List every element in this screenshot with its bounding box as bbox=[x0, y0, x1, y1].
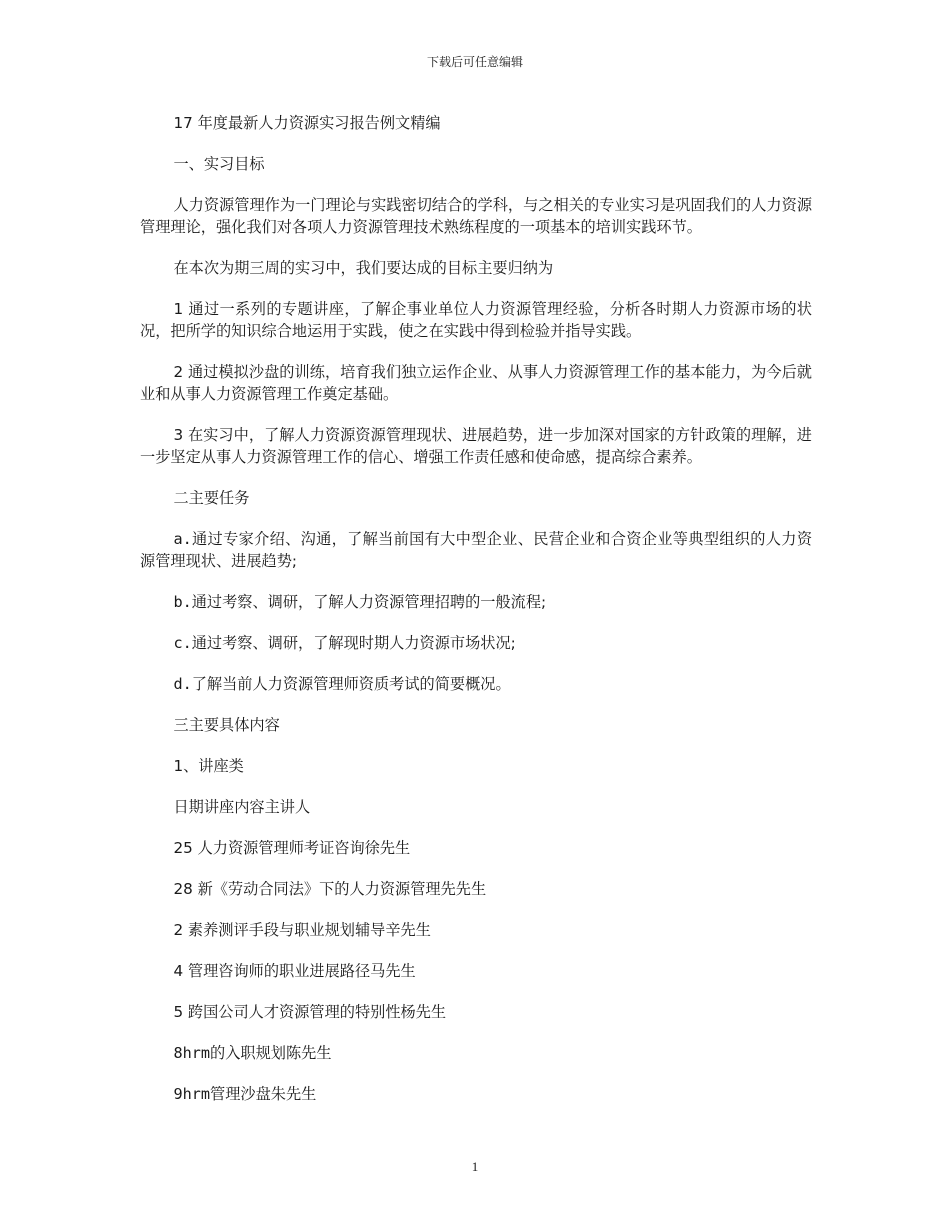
lecture-row: 25 人力资源管理师考证咨询徐先生 bbox=[173, 839, 411, 857]
goal-item: 2 通过模拟沙盘的训练，培育我们独立运作企业、从事人力资源管理工作的基本能力，为今后就业和从事人力资源管理工作奠定基础。 bbox=[140, 363, 812, 403]
subsection-heading: 1、讲座类 bbox=[173, 757, 244, 775]
lecture-date: 8hrm bbox=[173, 1044, 211, 1062]
goal-item: 3 在实习中，了解人力资源资源管理现状、进展趋势，进一步加深对国家的方针政策的理解，进一步坚定从事人力资源管理工作的信心、增强工作责任感和使命感，提高综合素养。 bbox=[140, 426, 812, 466]
paragraph: 在本次为期三周的实习中，我们要达成的目标主要归纳为 bbox=[173, 259, 554, 277]
lecture-row: 2 素养测评手段与职业规划辅导辛先生 bbox=[173, 921, 431, 939]
section-heading: 一、实习目标 bbox=[173, 155, 265, 173]
task-marker: a. bbox=[173, 530, 192, 548]
lecture-row: 9hrm管理沙盘朱先生 bbox=[173, 1085, 317, 1103]
task-marker: d. bbox=[173, 675, 192, 693]
paragraph: 人力资源管理作为一门理论与实践密切结合的学科，与之相关的专业实习是巩固我们的人力资源管理理论，强化我们对各项人力资源管理技术熟练程度的一项基本的培训实践环节。 bbox=[140, 196, 812, 236]
page-number: 1 bbox=[471, 1159, 479, 1174]
task-item: a.通过专家介绍、沟通，了解当前国有大中型企业、民营企业和合资企业等典型组织的人力资源管理现状、进展趋势; bbox=[140, 530, 812, 570]
document-body bbox=[140, 112, 812, 1124]
lecture-row: 4 管理咨询师的职业进展路径马先生 bbox=[173, 962, 416, 980]
doc-title: 17 年度最新人力资源实习报告例文精编 bbox=[173, 114, 441, 132]
lecture-row: 5 跨国公司人才资源管理的特别性杨先生 bbox=[173, 1003, 447, 1021]
task-item: c.通过考察、调研，了解现时期人力资源市场状况; bbox=[173, 634, 516, 652]
task-item: d.了解当前人力资源管理师资质考试的简要概况。 bbox=[173, 675, 511, 693]
lecture-row: 8hrm的入职规划陈先生 bbox=[173, 1044, 332, 1062]
section-heading: 二主要任务 bbox=[173, 489, 250, 507]
task-marker: b. bbox=[173, 593, 192, 611]
goal-item: 1 通过一系列的专题讲座，了解企事业单位人力资源管理经验，分析各时期人力资源市场的状况，把所学的知识综合地运用于实践，使之在实践中得到检验并指导实践。 bbox=[140, 300, 812, 340]
lecture-row: 28 新《劳动合同法》下的人力资源管理先先生 bbox=[173, 880, 487, 898]
task-item: b.通过考察、调研，了解人力资源管理招聘的一般流程; bbox=[173, 593, 547, 611]
task-marker: c. bbox=[173, 634, 192, 652]
section-heading: 三主要具体内容 bbox=[173, 716, 280, 734]
header-note: 下载后可任意编辑 bbox=[426, 55, 523, 69]
lecture-table-header: 日期讲座内容主讲人 bbox=[173, 798, 311, 816]
lecture-date: 9hrm bbox=[173, 1085, 211, 1103]
